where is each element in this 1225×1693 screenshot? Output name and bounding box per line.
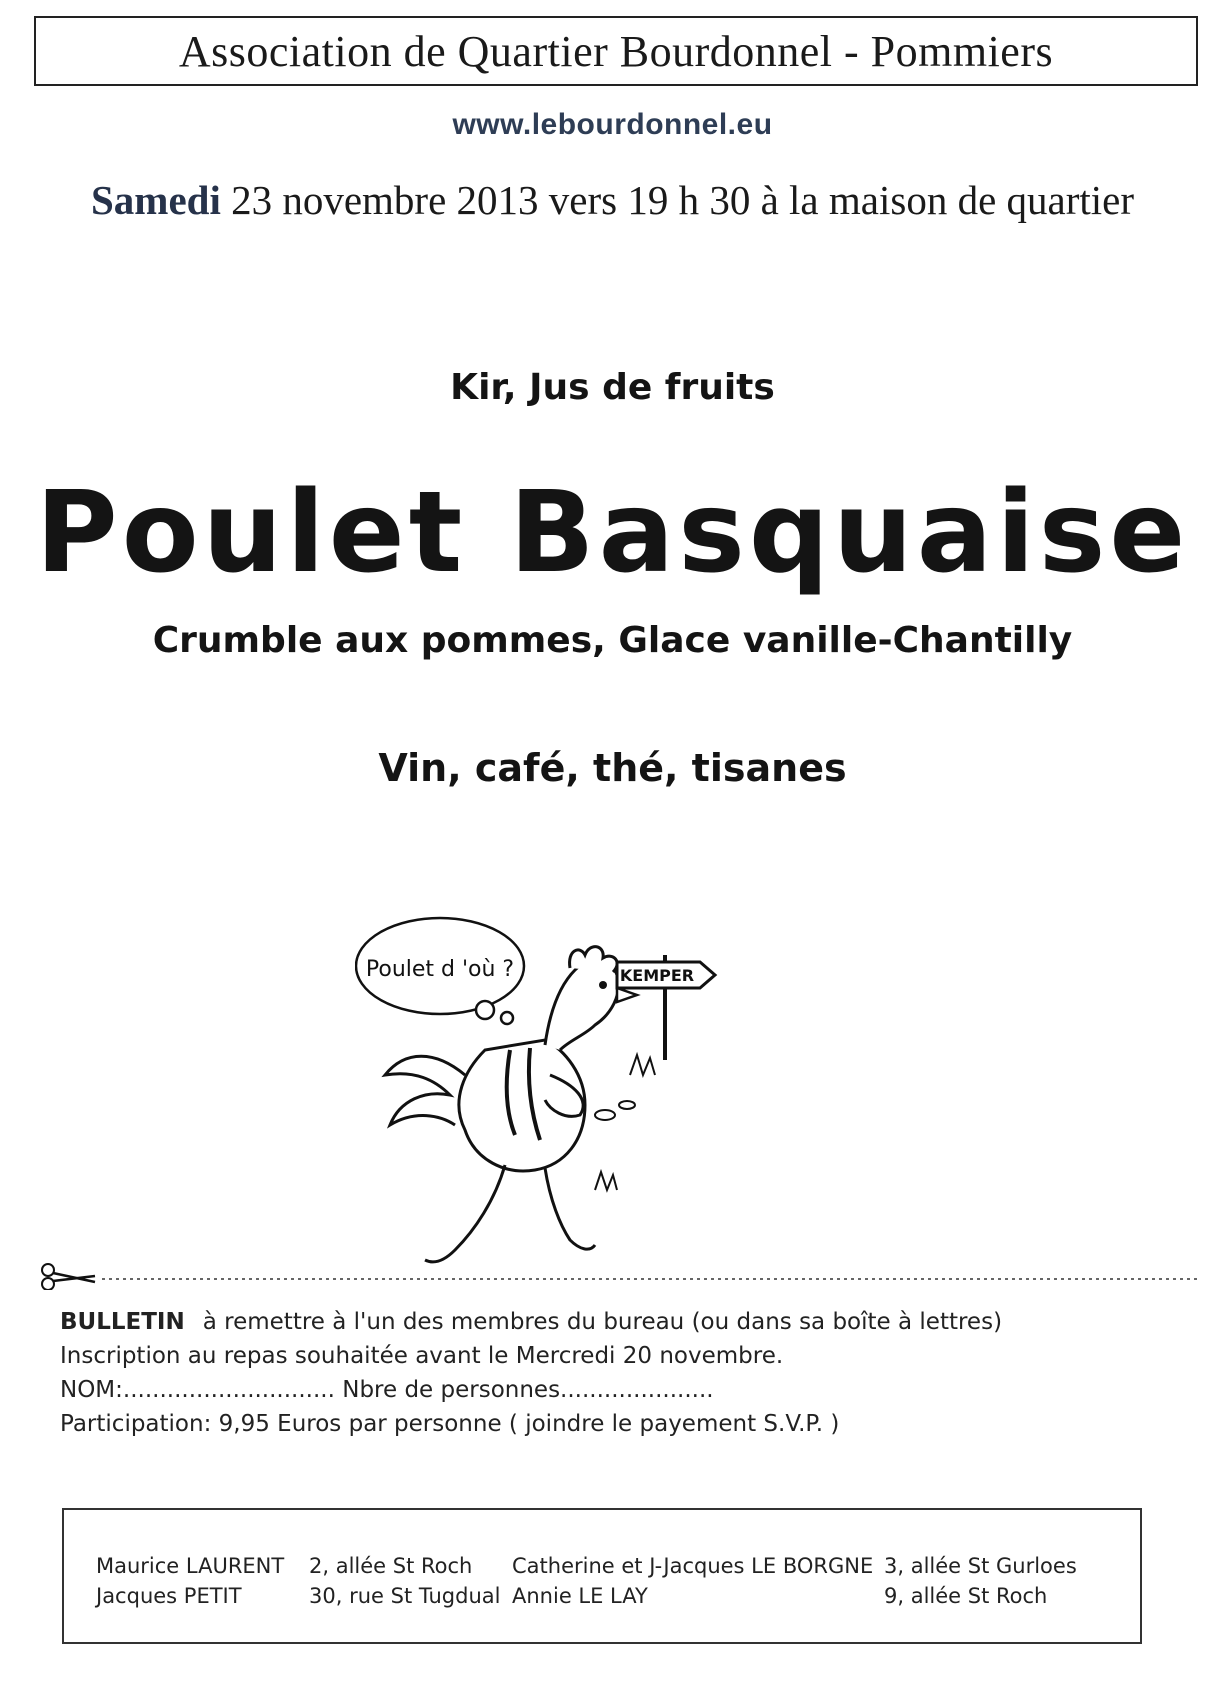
contact-name: Jacques PETIT [96, 1584, 242, 1608]
contact-address: 30, rue St Tugdual [309, 1584, 501, 1608]
header-box [34, 16, 1198, 86]
menu-aperitif: Kir, Jus de fruits [450, 367, 775, 408]
bulletin-deadline: Inscription au repas souhaitée avant le Mercredi 20 novembre. [60, 1343, 784, 1369]
registration-bulletin [60, 1305, 1190, 1441]
persons-field[interactable]: Nbre de personnes..................... [342, 1377, 714, 1403]
contact-address: 2, allée St Roch [309, 1554, 473, 1578]
contact-address: 3, allée St Gurloes [884, 1554, 1077, 1578]
menu-main-dish: Poulet Basquaise [35, 468, 1190, 598]
menu-dessert: Crumble aux pommes, Glace vanille-Chantilly [152, 620, 1073, 661]
association-title: Association de Quartier Bourdonnel - Pommiers [178, 26, 1054, 76]
contact-name: Catherine et J-Jacques LE BORGNE [512, 1554, 874, 1578]
speech-text: Poulet d 'où ? [365, 957, 515, 982]
cut-line [40, 1260, 1200, 1290]
contacts-box [62, 1508, 1142, 1644]
menu-drinks: Vin, café, thé, tisanes [378, 746, 847, 790]
event-day: Samedi [90, 177, 221, 223]
bulletin-instruction: à remettre à l'un des membres du bureau (ou dans sa boîte à lettres) [202, 1309, 1003, 1335]
bulletin-participation: Participation: 9,95 Euros par personne ( joindre le payement S.V.P. ) [60, 1411, 840, 1437]
contact-name: Maurice LAURENT [96, 1554, 285, 1578]
scissors-icon [42, 1264, 95, 1290]
event-date-line [0, 176, 1225, 224]
name-field[interactable]: NOM:............................. [60, 1377, 335, 1403]
contact-name: Annie LE LAY [512, 1584, 648, 1608]
sign-text: KEMPER [619, 966, 695, 985]
bulletin-label: BULLETIN [60, 1309, 185, 1335]
contact-address: 9, allée St Roch [884, 1584, 1048, 1608]
event-details: 23 novembre 2013 vers 19 h 30 à la maison de quartier [231, 177, 1134, 223]
website-link[interactable]: www.lebourdonnel.eu [452, 108, 773, 141]
rooster-cartoon [355, 900, 815, 1280]
